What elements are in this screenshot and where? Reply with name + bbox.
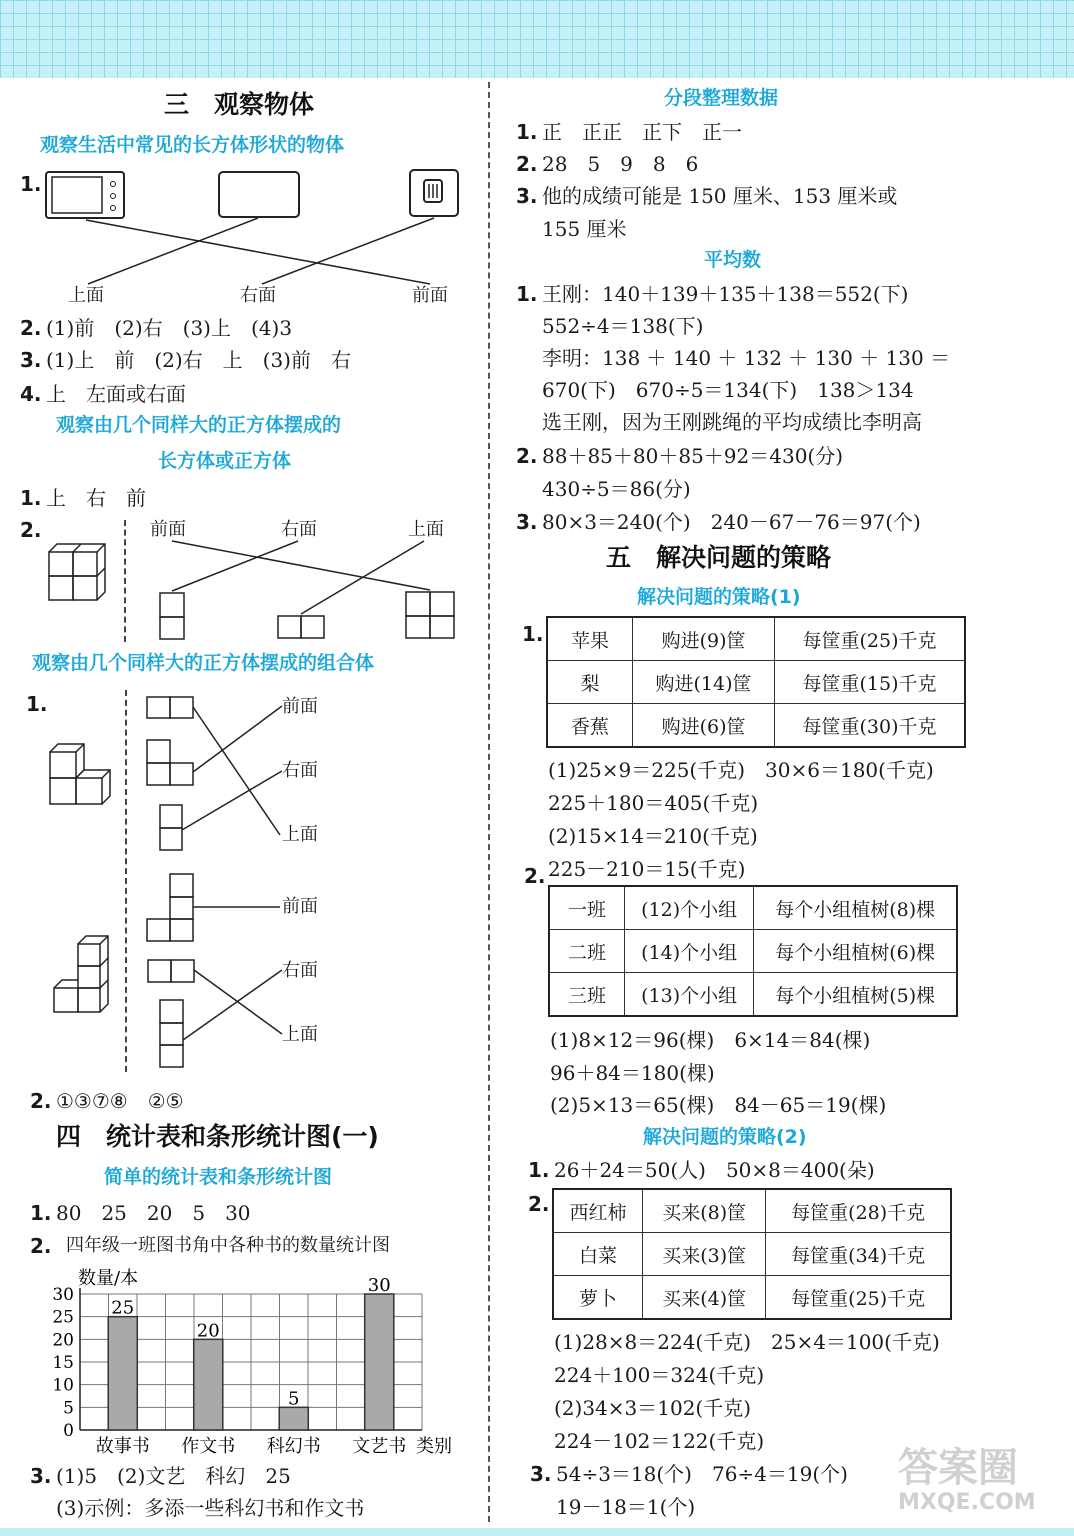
label-right: 右面 bbox=[282, 960, 318, 981]
q2-number: 2. bbox=[20, 316, 42, 340]
y-tick-label: 25 bbox=[52, 1307, 74, 1328]
answer-text: 224＋100＝324(千克) bbox=[554, 1363, 765, 1387]
answer-text: 430÷5＝86(分) bbox=[542, 477, 691, 501]
answer-text: 他的成绩可能是 150 厘米、153 厘米或 bbox=[542, 184, 898, 208]
q2-number: 2. bbox=[30, 1089, 52, 1113]
answer-text: 670(下) 670÷5＝134(下) 138＞134 bbox=[542, 378, 914, 402]
table-cell: 西红柿 bbox=[553, 1189, 643, 1233]
answer-text: (1)上 前 (2)右 上 (3)前 右 bbox=[46, 348, 351, 372]
q1-number: 1. bbox=[20, 172, 42, 196]
chapter-5-title: 五 解决问题的策略 bbox=[606, 543, 832, 572]
chapter-3-title: 三 观察物体 bbox=[164, 90, 315, 119]
y-tick-label: 30 bbox=[52, 1285, 74, 1305]
q1-number: 1. bbox=[26, 692, 48, 716]
answer-text: 26＋24＝50(人) 50×8＝400(朵) bbox=[554, 1158, 875, 1182]
answer-text: (2)34×3＝102(千克) bbox=[554, 1396, 752, 1420]
answer-text: (1)25×9＝225(千克) 30×6＝180(千克) bbox=[548, 758, 934, 782]
q2-number: 2. bbox=[528, 1192, 550, 1216]
y-tick-label: 10 bbox=[52, 1375, 74, 1396]
answer-text: (1)5 (2)文艺 科幻 25 bbox=[56, 1464, 291, 1488]
bar bbox=[108, 1317, 137, 1430]
answer-text: 552÷4＝138(下) bbox=[542, 314, 704, 338]
table-cell: 三班 bbox=[549, 973, 625, 1017]
label-right: 右面 bbox=[282, 760, 318, 781]
bar-value-label: 20 bbox=[196, 1320, 220, 1342]
y-tick-label: 20 bbox=[52, 1330, 74, 1351]
chapter-4-title: 四 统计表和条形统计图(一) bbox=[56, 1122, 379, 1151]
label-top: 上面 bbox=[282, 824, 318, 845]
answer-text: (1)8×12＝96(棵) 6×14＝84(棵) bbox=[550, 1028, 871, 1052]
table-cell: 每筐重(25)千克 bbox=[775, 617, 965, 661]
answer-text: 上 左面或右面 bbox=[46, 382, 186, 406]
bar-value-label: 25 bbox=[111, 1297, 135, 1319]
table-row bbox=[549, 930, 957, 973]
x-tick-label: 作文书 bbox=[181, 1436, 236, 1457]
q2-number: 2. bbox=[20, 518, 42, 542]
answer-text: 224－102＝122(千克) bbox=[554, 1429, 765, 1453]
bar-value-label: 30 bbox=[367, 1275, 391, 1296]
table-cell: (12)个小组 bbox=[625, 886, 754, 930]
tally-answer: 正 正正 正下 正一 bbox=[542, 120, 742, 144]
q2-number: 2. bbox=[516, 152, 538, 176]
table-cell: 每筐重(34)千克 bbox=[766, 1233, 951, 1276]
answer-text: (2)15×14＝210(千克) bbox=[548, 824, 758, 848]
table-cell: 白菜 bbox=[553, 1233, 643, 1276]
table-cell: 每筐重(15)千克 bbox=[775, 661, 965, 704]
q1-number: 1. bbox=[522, 622, 544, 646]
answer-text: 19－18＝1(个) bbox=[556, 1495, 696, 1519]
section-title-strategy-2: 解决问题的策略(2) bbox=[643, 1126, 807, 1148]
label-top: 上面 bbox=[282, 1024, 318, 1045]
table-cell: 梨 bbox=[547, 661, 633, 704]
label-front: 前面 bbox=[282, 896, 318, 917]
answer-text: 李明：138 ＋ 140 ＋ 132 ＋ 130 ＋ 130 ＝ bbox=[542, 346, 951, 370]
q3-number: 3. bbox=[516, 510, 538, 534]
class-tree-planting-table bbox=[548, 885, 958, 1017]
x-axis-label: 类别 bbox=[416, 1436, 452, 1457]
table-cell: 每筐重(30)千克 bbox=[775, 704, 965, 748]
table-row bbox=[549, 886, 957, 930]
answer-text: (1)前 (2)右 (3)上 (4)3 bbox=[46, 316, 293, 340]
watermark-url: MXQE.COM bbox=[898, 1490, 1036, 1515]
table-row bbox=[547, 661, 965, 704]
table-cell: (13)个小组 bbox=[625, 973, 754, 1017]
bar bbox=[194, 1339, 223, 1430]
watermark bbox=[898, 1446, 1036, 1516]
table-cell: 每筐重(28)千克 bbox=[766, 1189, 951, 1233]
section-title-stat-table: 简单的统计表和条形统计图 bbox=[104, 1166, 333, 1188]
watermark-logo-text: 答案圈 bbox=[898, 1445, 1018, 1491]
q1-number: 1. bbox=[516, 120, 538, 144]
answer-text: 上 右 前 bbox=[46, 486, 146, 510]
q1-number: 1. bbox=[20, 486, 42, 510]
q3-number: 3. bbox=[516, 184, 538, 208]
label-top: 上面 bbox=[408, 519, 444, 540]
answer-text: 80 25 20 5 30 bbox=[56, 1201, 251, 1225]
label-front: 前面 bbox=[412, 285, 448, 306]
table-row bbox=[553, 1189, 951, 1233]
chart-title: 四年级一班图书角中各种书的数量统计图 bbox=[66, 1235, 390, 1256]
table-row bbox=[547, 704, 965, 748]
bar bbox=[279, 1407, 308, 1430]
footer-band bbox=[0, 1528, 1074, 1536]
table-cell: 购进(14)筐 bbox=[633, 661, 775, 704]
vegetable-purchase-table bbox=[552, 1188, 952, 1320]
q3-number: 3. bbox=[530, 1462, 552, 1486]
table-row bbox=[549, 973, 957, 1017]
table-cell: 购进(6)筐 bbox=[633, 704, 775, 748]
q2-number: 2. bbox=[524, 864, 546, 888]
table-cell: 萝卜 bbox=[553, 1276, 643, 1320]
label-front: 前面 bbox=[282, 696, 318, 717]
label-right: 右面 bbox=[281, 519, 317, 540]
answer-text: 王刚：140＋139＋135＋138＝552(下) bbox=[542, 282, 909, 306]
q2-number: 2. bbox=[516, 444, 538, 468]
table-cell: 买来(8)筐 bbox=[643, 1189, 766, 1233]
table-cell: 香蕉 bbox=[547, 704, 633, 748]
table-cell: 苹果 bbox=[547, 617, 633, 661]
y-axis-label: 数量/本 bbox=[78, 1268, 139, 1289]
bar bbox=[365, 1294, 394, 1430]
table-cell: 购进(9)筐 bbox=[633, 617, 775, 661]
answer-text: (3)示例：多添一些科幻书和作文书 bbox=[56, 1496, 365, 1520]
bar-value-label: 5 bbox=[288, 1388, 300, 1410]
book-count-bar-chart bbox=[0, 0, 500, 1470]
answer-text: 155 厘米 bbox=[542, 217, 627, 241]
section-title-grouping: 分段整理数据 bbox=[664, 87, 779, 109]
x-tick-label: 文艺书 bbox=[352, 1436, 407, 1457]
x-tick-label: 科幻书 bbox=[266, 1436, 321, 1457]
q2-number: 2. bbox=[30, 1234, 52, 1258]
answer-text: 225－210＝15(千克) bbox=[548, 857, 746, 881]
answer-text: 88＋85＋80＋85＋92＝430(分) bbox=[542, 444, 844, 468]
label-top: 上面 bbox=[68, 285, 104, 306]
q1-number: 1. bbox=[528, 1158, 550, 1182]
q3-number: 3. bbox=[30, 1464, 52, 1488]
table-cell: 每个小组植树(8)棵 bbox=[754, 886, 957, 930]
label-right: 右面 bbox=[240, 285, 276, 306]
answer-text: (1)28×8＝224(千克) 25×4＝100(千克) bbox=[554, 1330, 940, 1354]
section-title-cube-composite-2: 长方体或正方体 bbox=[158, 450, 292, 472]
table-row bbox=[553, 1276, 951, 1320]
answer-text: 80×3＝240(个) 240－67－76＝97(个) bbox=[542, 510, 921, 534]
table-cell: 一班 bbox=[549, 886, 625, 930]
y-tick-label: 15 bbox=[52, 1353, 74, 1373]
x-tick-label: 故事书 bbox=[95, 1436, 150, 1457]
table-cell: 买来(3)筐 bbox=[643, 1233, 766, 1276]
y-tick-label: 0 bbox=[63, 1421, 74, 1441]
answer-text: (2)5×13＝65(棵) 84－65＝19(棵) bbox=[550, 1093, 887, 1117]
label-front: 前面 bbox=[150, 519, 186, 540]
section-title-cube-composite-1: 观察由几个同样大的正方体摆成的 bbox=[56, 414, 342, 436]
q1-number: 1. bbox=[516, 282, 538, 306]
y-tick-label: 5 bbox=[63, 1398, 74, 1419]
table-cell: 每个小组植树(5)棵 bbox=[754, 973, 957, 1017]
section-title-average: 平均数 bbox=[704, 249, 762, 271]
q3-number: 3. bbox=[20, 348, 42, 372]
answer-text: ①③⑦⑧ ②⑤ bbox=[56, 1089, 184, 1113]
table-cell: 每筐重(25)千克 bbox=[766, 1276, 951, 1320]
table-cell: 二班 bbox=[549, 930, 625, 973]
section-title-combination: 观察由几个同样大的正方体摆成的组合体 bbox=[32, 652, 375, 674]
section-title-cuboid-objects: 观察生活中常见的长方体形状的物体 bbox=[40, 134, 345, 156]
section-title-strategy-1: 解决问题的策略(1) bbox=[637, 586, 801, 608]
q4-number: 4. bbox=[20, 382, 42, 406]
answer-text: 28 5 9 8 6 bbox=[542, 152, 699, 176]
table-row bbox=[547, 617, 965, 661]
table-row bbox=[553, 1233, 951, 1276]
answer-text: 96＋84＝180(棵) bbox=[550, 1061, 715, 1085]
q1-number: 1. bbox=[30, 1201, 52, 1225]
answer-text: 选王刚，因为王刚跳绳的平均成绩比李明高 bbox=[542, 410, 922, 434]
table-cell: 每个小组植树(6)棵 bbox=[754, 930, 957, 973]
answer-text: 225＋180＝405(千克) bbox=[548, 791, 759, 815]
table-cell: (14)个小组 bbox=[625, 930, 754, 973]
table-cell: 买来(4)筐 bbox=[643, 1276, 766, 1320]
fruit-purchase-table bbox=[546, 616, 966, 748]
answer-text: 54÷3＝18(个) 76÷4＝19(个) bbox=[556, 1462, 848, 1486]
